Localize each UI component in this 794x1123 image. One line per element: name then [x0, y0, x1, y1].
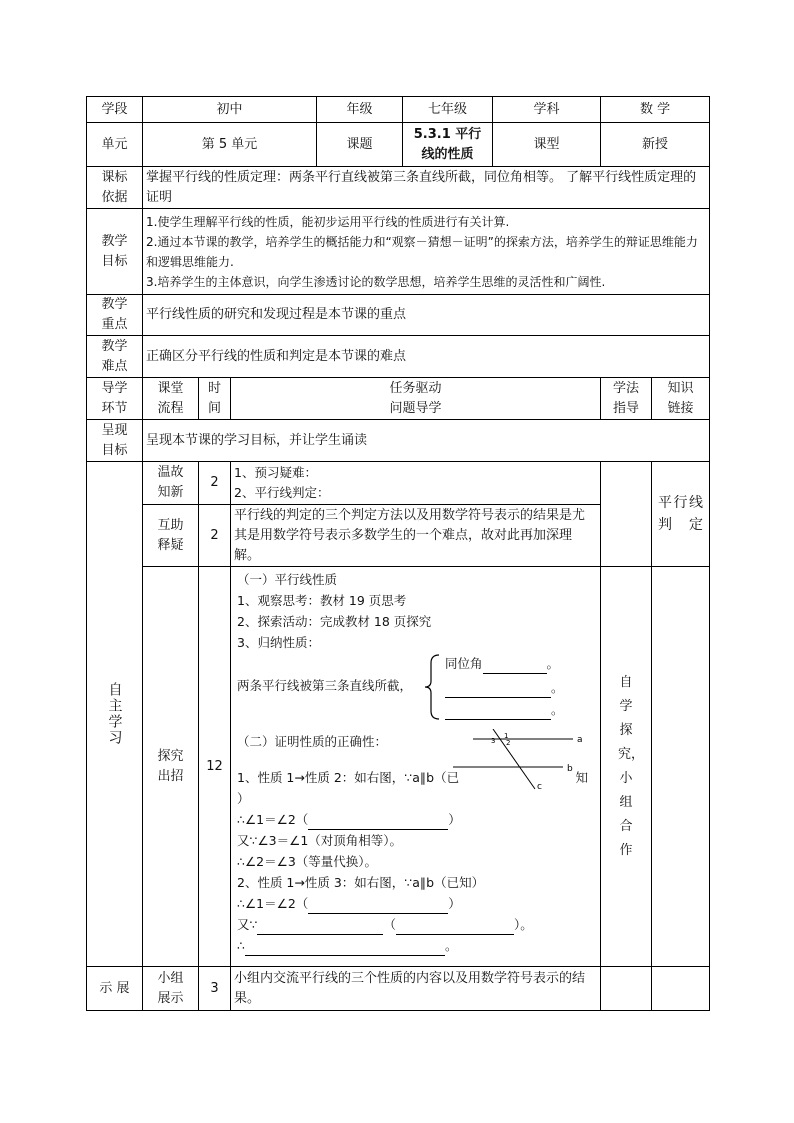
- help-name: [143, 505, 199, 567]
- guide-time: [199, 378, 231, 420]
- help-time: 2: [199, 505, 231, 567]
- review-row: [87, 462, 710, 505]
- explore-s4: 3、归纳性质：: [237, 635, 320, 650]
- property-lead: 两条平行线被第三条直线所截，: [237, 678, 413, 693]
- show-text: 小组内交流平行线的三个性质的内容以及用数学符号表示的结果。: [231, 967, 601, 1011]
- figure-label-3: 3: [491, 737, 496, 745]
- explore-row: [87, 567, 710, 967]
- standard-row: [87, 167, 710, 209]
- show-time: 3: [199, 967, 231, 1011]
- type-value: 新授: [601, 123, 710, 167]
- goal-1: 1.使学生理解平行线的性质，能初步运用平行线的性质进行有关计算.: [146, 214, 510, 229]
- subject-value: 数 学: [601, 97, 710, 123]
- stage-value: 初中: [143, 97, 317, 123]
- explore-s1: （一）平行线性质: [237, 572, 338, 587]
- proof-line-4: ∴∠2＝∠3（等量代换）。: [237, 854, 378, 869]
- proof-line-3: 又∵∠3＝∠1（对顶角相等）。: [237, 833, 403, 848]
- present-text: 呈现本节课的学习目标，并让学生诵读: [143, 420, 710, 462]
- proof-line-2: ∴∠1＝∠2（ ）: [237, 809, 594, 830]
- proof-line-8: ∴ 。: [237, 935, 594, 956]
- review-line-1: 1、预习疑难：: [234, 465, 317, 480]
- show-row: [87, 967, 710, 1011]
- study-method-text: 自学探究，小组合作: [618, 674, 645, 858]
- guide-flow-2: 流程: [157, 400, 184, 416]
- guide-label: [87, 378, 143, 420]
- guide-time-2: 间: [207, 400, 221, 416]
- show-name-1: 小组: [157, 970, 184, 986]
- help-text: 平行线的判定的三个判定方法以及用数学符号表示的结果是尤其是用数学符号表示多数学生的一个难点，故对此再加深理解。: [231, 505, 601, 567]
- property-brace-group: [237, 653, 594, 721]
- standard-label-2: 依据: [101, 189, 128, 205]
- guide-task-1: 任务驱动: [389, 380, 442, 396]
- proof-line-1: 1、性质 1→性质 2：如右图，∵a∥b（已 知: [237, 770, 589, 785]
- figure-label-1: 1: [504, 732, 509, 740]
- goals-row: [87, 209, 710, 295]
- key-label: [87, 295, 143, 336]
- explore-s5: （二）证明性质的正确性：: [237, 734, 388, 749]
- key-row: [87, 295, 710, 336]
- explore-name-1: 探究: [157, 748, 184, 764]
- guide-link: [652, 378, 710, 420]
- goals-text: [143, 209, 710, 295]
- subject-label: 学科: [493, 97, 601, 123]
- stage-label: 学段: [87, 97, 143, 123]
- grade-value: 七年级: [403, 97, 493, 123]
- goals-label-1: 教学: [101, 233, 128, 249]
- goals-label: [87, 209, 143, 295]
- review-text: [231, 462, 601, 505]
- knowledge-link: [652, 462, 710, 567]
- help-name-2: 释疑: [157, 537, 184, 553]
- review-line-2: 2、平行线判定：: [234, 485, 330, 500]
- goal-2: 2.通过本节课的教学，培养学生的概括能力和“观察－猜想－证明”的探索方法，培养学生的辩证思维能力和逻辑思维能力.: [146, 234, 698, 269]
- topic-label: 课题: [317, 123, 403, 167]
- guide-method-1: 学法: [613, 380, 640, 396]
- blank-1-label: 同位角: [445, 656, 483, 671]
- blank-1: 同位角 。: [445, 653, 559, 674]
- standard-label: [87, 167, 143, 209]
- figure-label-a: a: [577, 735, 583, 745]
- lesson-plan-table: [86, 96, 710, 1011]
- header-row: [87, 97, 710, 123]
- explore-s3: 2、探索活动：完成教材 18 页探究: [237, 614, 432, 629]
- key-text: 平行线性质的研究和发现过程是本节课的重点: [143, 295, 710, 336]
- show-name-2: 展示: [157, 990, 184, 1006]
- topic-value-line1: 5.3.1 平行: [413, 126, 482, 142]
- proof-line-5: 2、性质 1→性质 3：如右图，∵a∥b（已知）: [237, 875, 485, 890]
- present-label: [87, 420, 143, 462]
- difficult-text: 正确区分平行线的性质和判定是本节课的难点: [143, 336, 710, 378]
- difficult-label: [87, 336, 143, 378]
- guide-flow: [143, 378, 199, 420]
- guide-method-2: 指导: [613, 400, 640, 416]
- blank-3: 。: [445, 699, 564, 720]
- difficult-label-1: 教学: [101, 338, 128, 354]
- self-study-text: 自主学习: [106, 682, 123, 746]
- review-name: [143, 462, 199, 505]
- proof-line-1b: ）: [237, 791, 250, 806]
- present-label-1: 呈现: [101, 422, 128, 438]
- help-name-1: 互助: [157, 517, 184, 533]
- goal-3: 3.培养学生的主体意识，向学生渗透讨论的数学思想，培养学生思维的灵活性和广阔性.: [146, 274, 606, 289]
- key-label-2: 重点: [101, 317, 128, 332]
- guide-label-1: 导学: [101, 380, 128, 396]
- unit-label: 单元: [87, 123, 143, 167]
- proof-line-7: 又∵ （ ）。: [237, 914, 594, 935]
- show-label: 示 展: [87, 967, 143, 1011]
- present-row: [87, 420, 710, 462]
- review-time: 2: [199, 462, 231, 505]
- topic-value: [403, 123, 493, 167]
- unit-row: [87, 123, 710, 167]
- review-method-cell: [601, 462, 652, 567]
- topic-value-line2: 线的性质: [421, 146, 474, 162]
- explore-content: [231, 567, 601, 967]
- guide-link-2: 链接: [667, 400, 694, 416]
- figure-label-b: b: [567, 764, 573, 774]
- explore-s2: 1、观察思考：教材 19 页思考: [237, 593, 407, 608]
- difficult-label-2: 难点: [101, 358, 128, 374]
- difficult-row: [87, 336, 710, 378]
- blank-2: 。: [445, 677, 564, 698]
- goals-label-2: 目标: [101, 253, 128, 269]
- explore-link-cell: [652, 567, 710, 967]
- proof-line-6: ∴∠1＝∠2（ ）: [237, 893, 594, 914]
- unit-value: 第 5 单元: [143, 123, 317, 167]
- guide-row: [87, 378, 710, 420]
- show-name: [143, 967, 199, 1011]
- standard-text: 掌握平行线的性质定理：两条平行直线被第三条直线所截，同位角相等。 了解平行线性质定理的证明: [143, 167, 710, 209]
- guide-flow-1: 课堂: [157, 380, 184, 396]
- standard-label-1: 课标: [101, 169, 128, 185]
- guide-method: [601, 378, 652, 420]
- key-label-1: 教学: [101, 297, 128, 312]
- review-name-2: 知新: [157, 485, 184, 500]
- guide-label-2: 环节: [101, 400, 128, 416]
- study-method: [601, 567, 652, 967]
- self-study-label: [87, 462, 143, 967]
- show-method-cell: [601, 967, 652, 1011]
- explore-time: 12: [199, 567, 231, 967]
- show-link-cell: [652, 967, 710, 1011]
- type-label: 课型: [493, 123, 601, 167]
- explore-name-2: 出招: [157, 768, 184, 784]
- proof-block: [237, 727, 594, 956]
- brace-icon: [423, 653, 441, 721]
- knowledge-link-text: 平行线判定: [658, 495, 704, 533]
- figure-label-2: 2: [506, 739, 511, 747]
- guide-task-2: 问题导学: [389, 400, 442, 416]
- explore-name: [143, 567, 199, 967]
- guide-time-1: 时: [207, 380, 221, 396]
- figure-label-c: c: [537, 782, 542, 791]
- guide-task: [231, 378, 601, 420]
- present-label-2: 目标: [101, 442, 128, 458]
- review-name-1: 温故: [157, 465, 184, 480]
- grade-label: 年级: [317, 97, 403, 123]
- guide-link-1: 知识: [667, 380, 694, 396]
